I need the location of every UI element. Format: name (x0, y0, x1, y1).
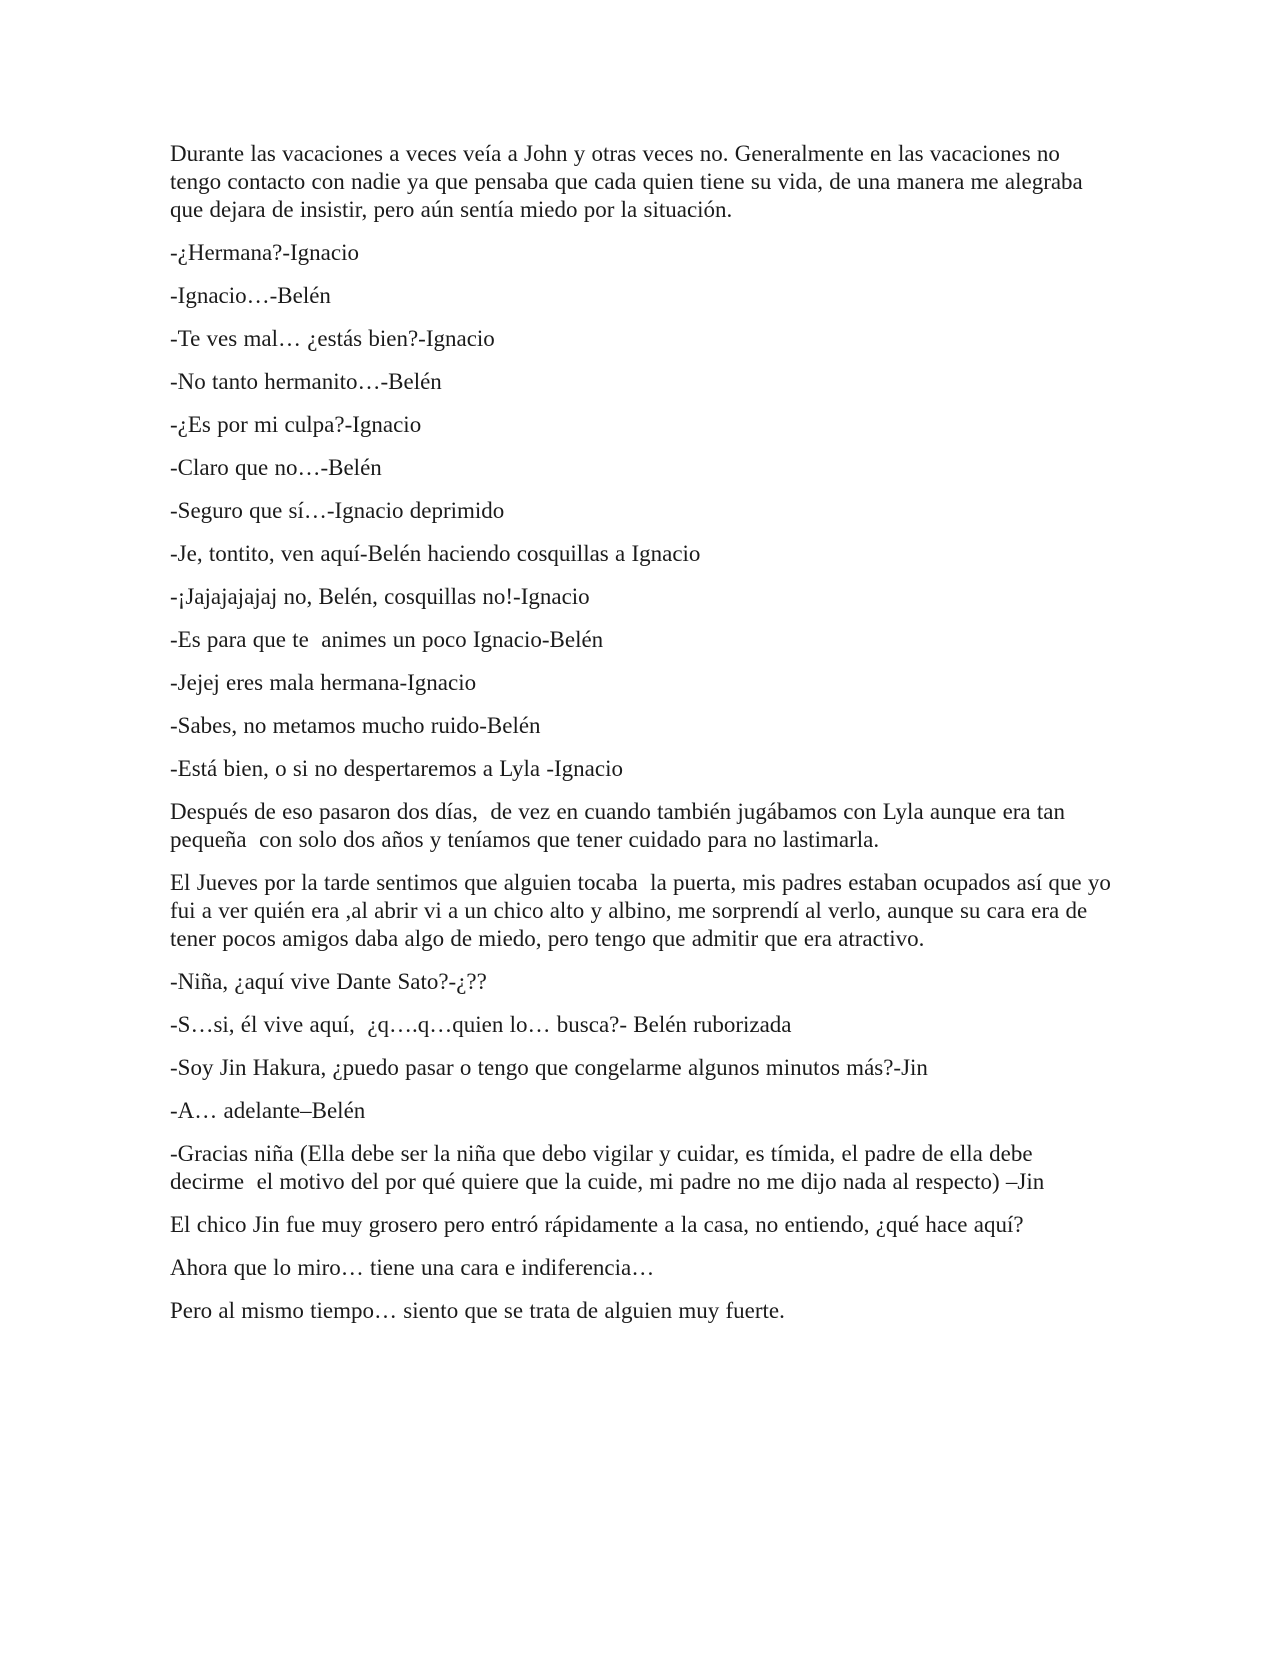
paragraph-narration: Después de eso pasaron dos días, de vez en cuando también jugábamos con Lyla aunque era tan pequeña con solo dos años y teníamos que tener cuidado para no lastimarla. (170, 799, 1072, 852)
paragraph-dialogue: -Niña, ¿aquí vive Dante Sato?-¿?? (170, 969, 487, 994)
paragraph-dialogue: -Seguro que sí…-Ignacio deprimido (170, 498, 505, 523)
paragraph-narration: Pero al mismo tiempo… siento que se trata de alguien muy fuerte. (170, 1298, 785, 1323)
paragraph-dialogue: -Es para que te animes un poco Ignacio-Belén (170, 627, 604, 652)
paragraph-dialogue: -Gracias niña (Ella debe ser la niña que debo vigilar y cuidar, es tímida, el padre de ella debe decirme el motivo del por qué quiere que la cuide, mi padre no me dijo nada al respecto) –Jin (170, 1141, 1045, 1194)
paragraph-dialogue: -¡Jajajajajaj no, Belén, cosquillas no!-Ignacio (170, 584, 590, 609)
paragraph-dialogue: -Soy Jin Hakura, ¿puedo pasar o tengo que congelarme algunos minutos más?-Jin (170, 1055, 928, 1080)
paragraph-narration: Ahora que lo miro… tiene una cara e indiferencia… (170, 1255, 655, 1280)
paragraph-dialogue: -S…si, él vive aquí, ¿q….q…quien lo… busca?- Belén ruborizada (170, 1012, 792, 1037)
paragraph-dialogue: -¿Hermana?-Ignacio (170, 240, 359, 265)
paragraph-dialogue: -Sabes, no metamos mucho ruido-Belén (170, 713, 541, 738)
paragraph-dialogue: -Está bien, o si no despertaremos a Lyla -Ignacio (170, 756, 623, 781)
paragraph-dialogue: -Claro que no…-Belén (170, 455, 382, 480)
paragraph-narration: El chico Jin fue muy grosero pero entró rápidamente a la casa, no entiendo, ¿qué hace aquí? (170, 1212, 1024, 1237)
paragraph-dialogue: -Je, tontito, ven aquí-Belén haciendo cosquillas a Ignacio (170, 541, 701, 566)
paragraph-dialogue: -Jejej eres mala hermana-Ignacio (170, 670, 477, 695)
paragraph-narration: Durante las vacaciones a veces veía a John y otras veces no. Generalmente en las vacaciones no tengo contacto con nadie ya que pensaba que cada quien tiene su vida, de una manera me alegraba que dejara de insistir, pero aún sentía miedo por la situación. (170, 141, 1090, 222)
paragraph-dialogue: -Ignacio…-Belén (170, 283, 331, 308)
paragraph-dialogue: -A… adelante–Belén (170, 1098, 366, 1123)
paragraph-dialogue: -No tanto hermanito…-Belén (170, 369, 442, 394)
paragraph-dialogue: -Te ves mal… ¿estás bien?-Ignacio (170, 326, 495, 351)
paragraph-narration: El Jueves por la tarde sentimos que alguien tocaba la puerta, mis padres estaban ocupados así que yo fui a ver quién era ,al abrir vi a un chico alto y albino, me sorprendí al verlo, aunque su cara era de tener pocos amigos daba algo de miedo, pero tengo que admitir que era atractivo. (170, 870, 1118, 951)
paragraph-dialogue: -¿Es por mi culpa?-Ignacio (170, 412, 422, 437)
